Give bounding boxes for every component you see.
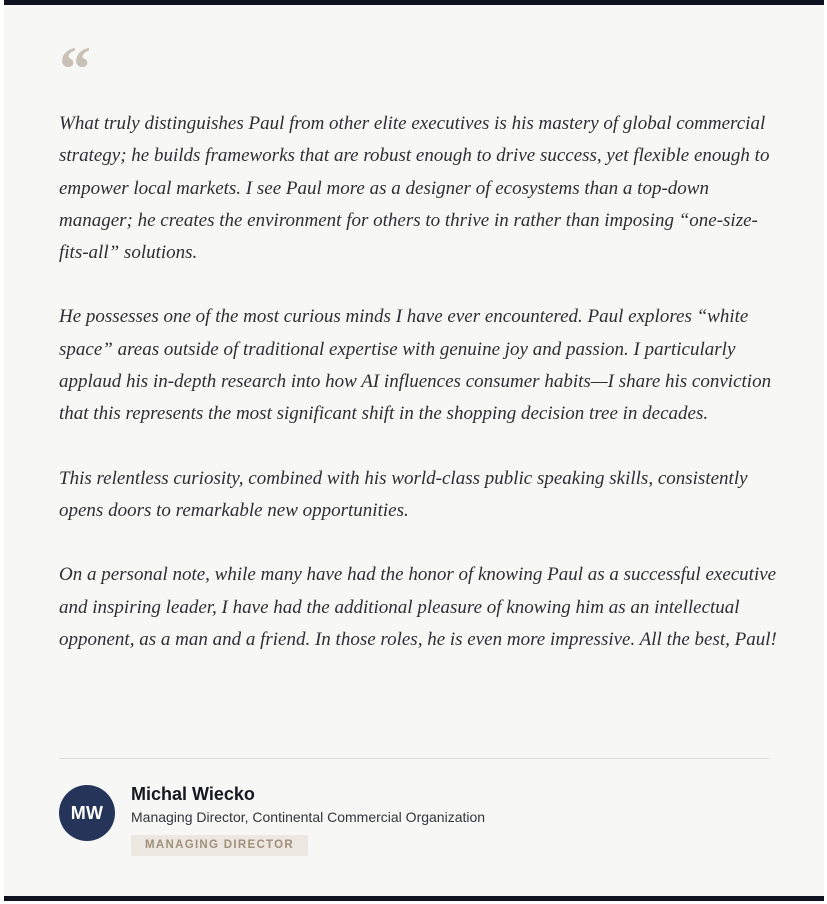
quote-paragraph: On a personal note, while many have had the honor of knowing Paul as a successful executive and inspiring leader, I have had the additional pleasure of knowing him as an intellectual opponent, as a man and a friend. In those roles, he is even more impressive. All the best, Paul! <box>59 564 777 650</box>
author-role: Managing Director, Continental Commercial Organization <box>131 809 486 825</box>
divider <box>59 758 769 759</box>
testimonial-card <box>4 0 824 901</box>
quote-paragraph: He possesses one of the most curious minds I have ever encountered. Paul explores “white space” areas outside of traditional expertise with genuine joy and passion. I particularly applaud his in-depth research into how AI influences consumer habits—I share his conviction that this represents the most significant shift in the shopping decision tree in decades. <box>59 306 772 425</box>
quote-paragraph: What truly distinguishes Paul from other elite executives is his mastery of global commercial strategy; he builds frameworks that are robust enough to drive success, yet flexible enough to empower local markets. I see Paul more as a designer of ecosystems than a top-down manager; he creates the environment for others to thrive in rather than imposing “one-size-fits-all” solutions. <box>59 113 770 264</box>
role-badge: MANAGING DIRECTOR <box>131 835 308 856</box>
quote-mark-icon: “ <box>59 33 91 104</box>
quote-paragraph: This relentless curiosity, combined with his world-class public speaking skills, consistently opens doors to remarkable new opportunities. <box>59 467 748 521</box>
testimonial-quote <box>59 108 777 656</box>
avatar: MW <box>59 785 115 841</box>
author-name: Michal Wiecko <box>131 784 255 804</box>
